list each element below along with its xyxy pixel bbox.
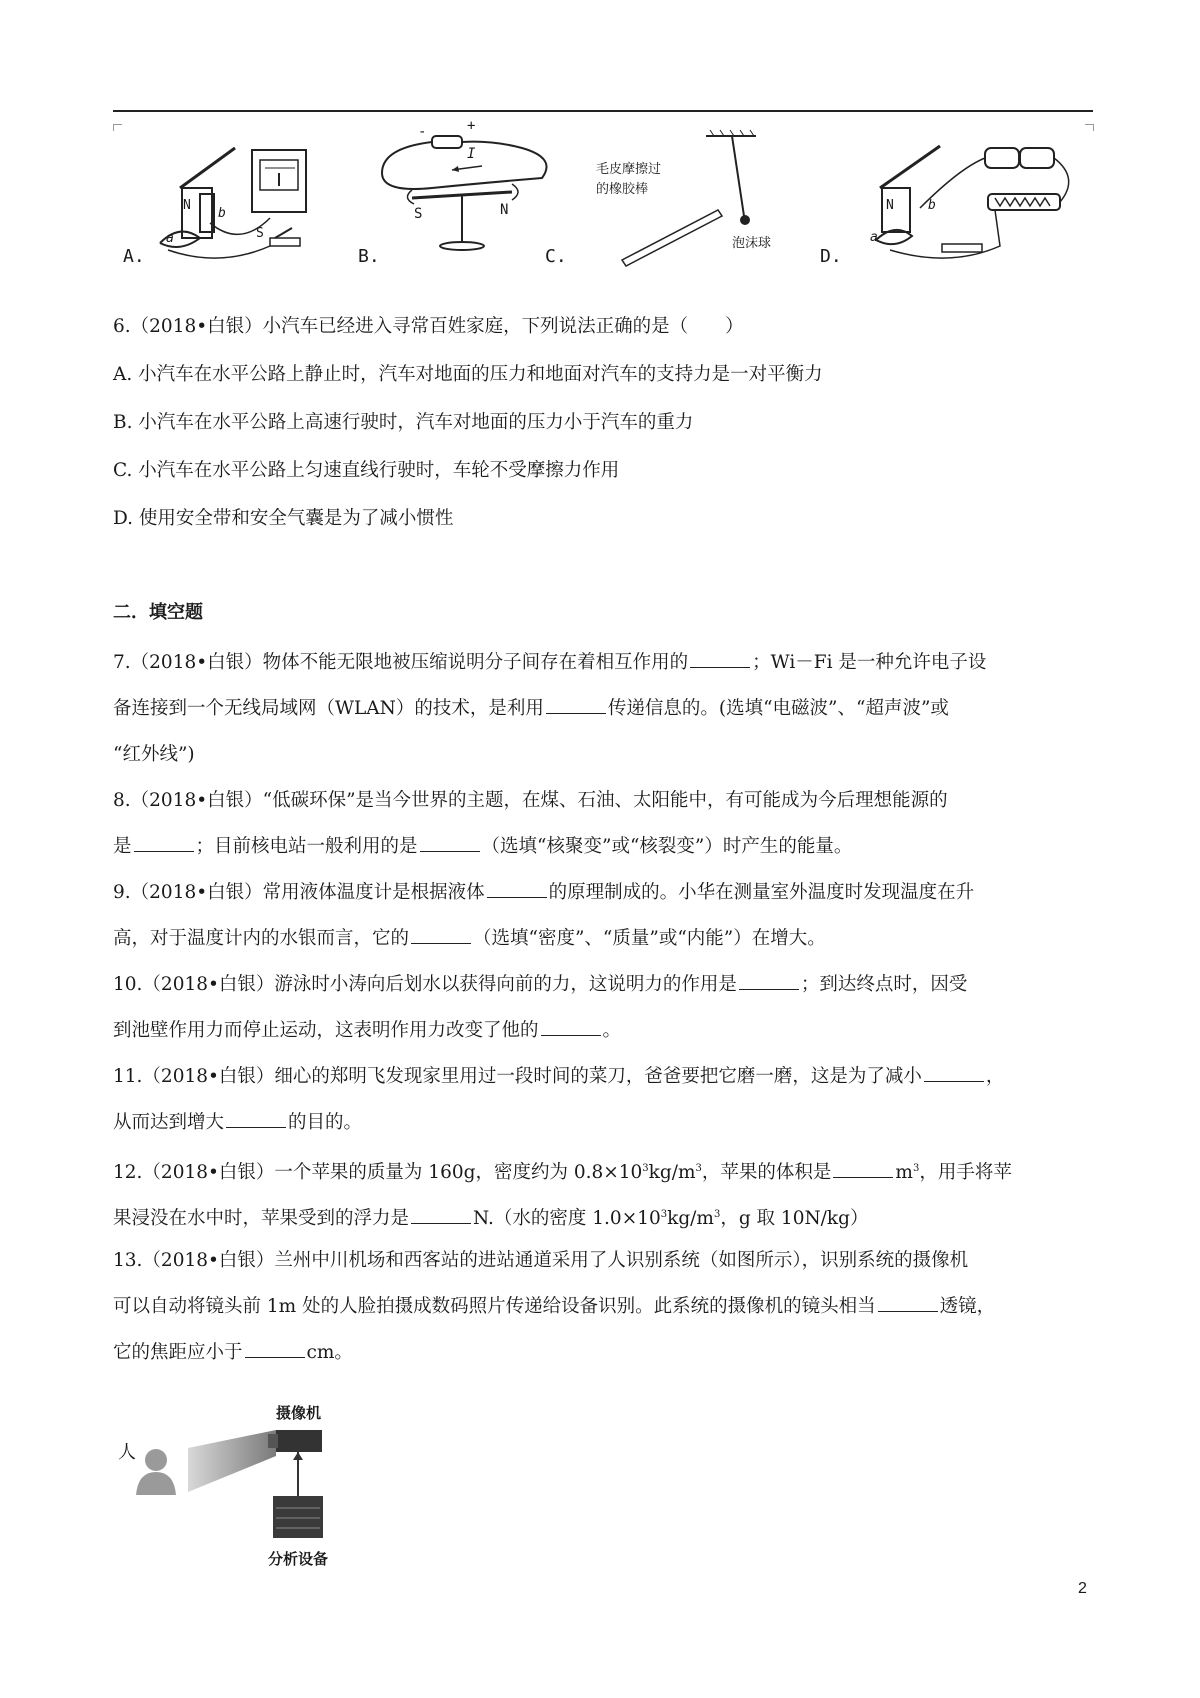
q12-text-2b: N.（水的密度 1.0×10	[473, 1208, 661, 1230]
question-11-line-2	[113, 1108, 362, 1138]
wire-b-label: b	[218, 206, 226, 221]
figure-d-drawing	[850, 128, 1080, 268]
question-8-line-1: 8.（2018•白银）“低碳环保”是当今世界的主题，在煤、石油、太阳能中，有可能成为今后理想能源的	[113, 790, 948, 811]
q12-blank-1[interactable]	[833, 1159, 893, 1178]
question-12-line-2	[113, 1200, 868, 1234]
magnet-n-label-d: N	[886, 198, 894, 213]
question-13-line-1: 13.（2018•白银）兰州中川机场和西客站的进站通道采用了人识别系统（如图所示），识别系统的摄像机	[113, 1250, 969, 1271]
question-8-line-2	[113, 832, 852, 862]
corner-mark-right	[1085, 124, 1094, 131]
option-b-label: B.	[358, 246, 380, 267]
question-7-line-2	[113, 694, 949, 724]
q12-text-1e: ，用手将苹	[919, 1162, 1012, 1184]
q9-text-1b: 的原理制成的。小华在测量室外温度时发现温度在升	[548, 882, 975, 903]
q7-blank-1[interactable]	[690, 649, 750, 668]
q12-text-2d: ，g 取 10N/kg）	[720, 1208, 869, 1230]
question-12-line-1	[113, 1154, 1012, 1188]
option-c-label: C.	[545, 246, 567, 267]
switch-s-label: S	[256, 226, 264, 241]
q11-blank-2[interactable]	[226, 1109, 286, 1128]
q11-blank-1[interactable]	[924, 1063, 984, 1082]
question-6-option-d: D. 使用安全带和安全气囊是为了减小惯性	[113, 508, 454, 529]
question-6-option-a: A. 小汽车在水平公路上静止时，汽车对地面的压力和地面对汽车的支持力是一对平衡力	[113, 364, 823, 385]
camera-label: 摄像机	[276, 1404, 322, 1422]
q9-blank-2[interactable]	[411, 925, 471, 944]
section-title: 二．填空题	[113, 602, 203, 623]
question-6-stem: 6.（2018•白银）小汽车已经进入寻常百姓家庭，下列说法正确的是（ ）	[113, 316, 744, 337]
q13-text-3b: cm。	[306, 1342, 353, 1363]
camera-system-figure	[118, 1400, 363, 1570]
question-10-line-2	[113, 1016, 621, 1046]
q7-text-2b: 传递信息的。(选填“电磁波”、“超声波”或	[607, 698, 949, 719]
q8-text-2a: 是	[113, 836, 132, 857]
q11-text-2a: 从而达到增大	[113, 1112, 225, 1133]
question-9-line-2	[113, 924, 826, 954]
figure-a-drawing	[120, 128, 350, 268]
rod-caption-2: 的橡胶棒	[596, 182, 649, 197]
q12-text-1a: 12.（2018•白银）一个苹果的质量为 160g，密度约为 0.8×10	[113, 1162, 643, 1184]
q12-sup-5: 3	[713, 1209, 721, 1220]
q13-text-2a: 可以自动将镜头前 1m 处的人脸拍摄成数码照片传递给设备识别。此系统的摄像机的镜头相当	[113, 1296, 876, 1317]
q7-blank-2[interactable]	[546, 695, 606, 714]
question-13-line-2	[113, 1292, 995, 1322]
q13-blank-2[interactable]	[245, 1339, 305, 1358]
q12-text-1c: ，苹果的体积是	[701, 1162, 832, 1184]
question-7-line-3: “红外线”)	[113, 744, 195, 765]
page-number: 2	[1078, 1580, 1087, 1597]
figure-c	[545, 128, 816, 288]
q9-text-2b: （选填“密度”、“质量”或“内能”）在增大。	[473, 928, 826, 949]
q7-text-1b: ；Wi－Fi 是一种允许电子设	[752, 652, 987, 673]
figure-b-drawing	[372, 128, 602, 268]
q10-text-2a: 到池壁作用力而停止运动，这表明作用力改变了他的	[113, 1020, 539, 1041]
magnet-n-label: N	[183, 198, 191, 213]
q12-sup-3: 3	[912, 1163, 920, 1174]
option-a-label: A.	[123, 246, 145, 267]
q12-blank-2[interactable]	[411, 1205, 471, 1224]
question-9-line-1	[113, 878, 974, 908]
q12-text-1b: kg/m	[648, 1162, 696, 1184]
figure-d	[820, 128, 1080, 288]
q13-text-2b: 透镜，	[939, 1296, 996, 1317]
question-11-line-1	[113, 1062, 1004, 1092]
q11-text-2b: 的目的。	[288, 1112, 363, 1133]
q13-text-3a: 它的焦距应小于	[113, 1342, 243, 1363]
person-label: 人	[118, 1442, 136, 1463]
q11-text-1a: 11.（2018•白银）细心的郑明飞发现家里用过一段时间的菜刀，爸爸要把它磨一磨，这是为了减小	[113, 1066, 922, 1087]
rod-caption-1: 毛皮摩擦过	[596, 162, 662, 177]
q10-text-1b: ；到达终点时，因受	[800, 974, 968, 995]
q9-blank-1[interactable]	[487, 879, 547, 898]
q13-blank-1[interactable]	[878, 1293, 938, 1312]
header-rule	[113, 110, 1093, 112]
option-d-label: D.	[820, 246, 842, 267]
battery-minus-label: -	[418, 124, 427, 140]
q12-text-1d: m	[895, 1162, 913, 1184]
ball-caption: 泡沫球	[732, 236, 772, 251]
wire-a-label-d: a	[870, 230, 878, 245]
question-7-line-1	[113, 648, 986, 678]
q8-text-2b: ；目前核电站一般利用的是	[195, 836, 418, 857]
q7-text-2a: 备连接到一个无线局域网（WLAN）的技术，是利用	[113, 698, 544, 719]
question-13-line-3	[113, 1338, 353, 1368]
pole-s-label: S	[414, 206, 423, 222]
figure-b	[358, 118, 602, 288]
wire-b-label-d: b	[928, 198, 936, 213]
q11-text-1b: ，	[985, 1066, 1005, 1087]
q9-text-2a: 高，对于温度计内的水银而言，它的	[113, 928, 410, 949]
q12-text-2a: 果浸没在水中时，苹果受到的浮力是	[113, 1208, 410, 1230]
question-10-line-1	[113, 970, 967, 1000]
q8-blank-1[interactable]	[134, 833, 194, 852]
camera-system-drawing	[118, 1400, 363, 1570]
current-i-label: I	[467, 146, 476, 162]
device-label: 分析设备	[268, 1550, 329, 1568]
pole-n-label: N	[500, 202, 509, 218]
figure-a	[120, 128, 350, 288]
q9-text-1a: 9.（2018•白银）常用液体温度计是根据液体	[113, 882, 485, 903]
q8-text-2c: （选填“核聚变”或“核裂变”）时产生的能量。	[481, 836, 853, 857]
q10-blank-2[interactable]	[541, 1017, 601, 1036]
q12-sup-2: 3	[695, 1163, 702, 1174]
q8-blank-2[interactable]	[420, 833, 480, 852]
wire-a-label: a	[166, 231, 174, 246]
q12-text-2c: kg/m	[667, 1208, 714, 1230]
battery-plus-label: +	[467, 118, 476, 134]
q10-text-1a: 10.（2018•白银）游泳时小涛向后划水以获得向前的力，这说明力的作用是	[113, 974, 737, 995]
q12-sup-1: 3	[642, 1163, 649, 1174]
q10-blank-1[interactable]	[739, 971, 799, 990]
question-6-option-b: B. 小汽车在水平公路上高速行驶时，汽车对地面的压力小于汽车的重力	[113, 412, 694, 433]
q10-text-2b: 。	[602, 1020, 622, 1041]
q7-text-1a: 7.（2018•白银）物体不能无限地被压缩说明分子间存在着相互作用的	[113, 652, 689, 673]
q12-sup-4: 3	[660, 1209, 668, 1220]
question-6-option-c: C. 小汽车在水平公路上匀速直线行驶时，车轮不受摩擦力作用	[113, 460, 620, 481]
